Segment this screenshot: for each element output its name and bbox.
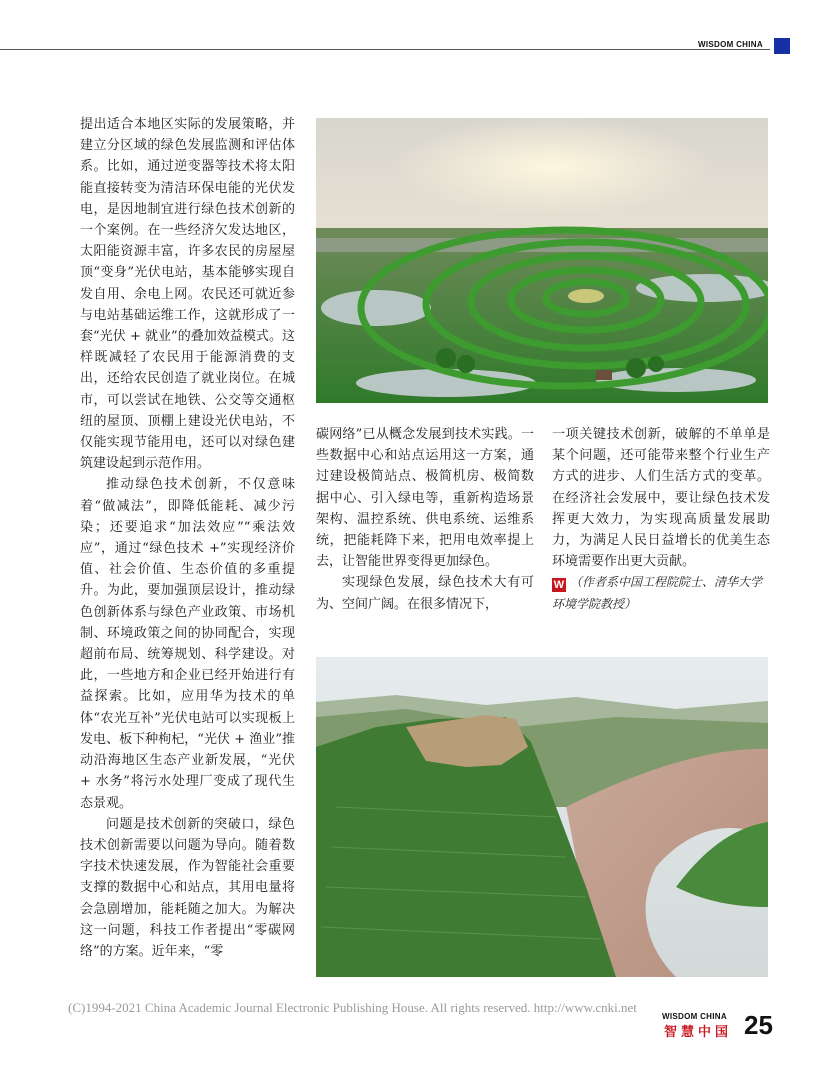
copyright-watermark: (C)1994-2021 China Academic Journal Electronic Publishing House. All rights reserved. http://www.cnki.net (68, 1000, 637, 1015)
header-rule (0, 49, 770, 50)
author-note (552, 572, 770, 614)
wetland-aerial-photo (316, 118, 768, 403)
column-left (80, 114, 295, 962)
header-blue-square (774, 38, 790, 54)
footer-brand-chinese: 智慧中国 (664, 1025, 733, 1040)
header-brand: WISDOM CHINA (698, 40, 763, 49)
paragraph: 提出适合本地区实际的发展策略，并建立分区域的绿色发展监测和评估体系。比如，通过逆变器等技术将太阳能直接转变为清洁环保电能的光伏发电，是因地制宜进行绿色技术创新的一个案例。在一些经济欠发达地区，太阳能资源丰富，许多农民的房屋屋顶“变身”光伏电站，基本能够实现自发自用、余电上网。农民还可就近参与电站基础运维工作，这就形成了一套“光伏 + 就业”的叠加效益模式。这样既减轻了农民用于能源消费的支出，还给农民创造了就业岗位。在城市，可以尝试在地铁、公交等交通枢纽的屋顶、顶棚上建设光伏电站，不仅能实现节能用电，还可以对绿色建筑建设起到示范作用。 (80, 117, 295, 472)
footer-brand: WISDOM CHINA (662, 1012, 727, 1021)
paragraph: 推动绿色技术创新，不仅意味着“做减法”，即降低能耗、减少污染；还要追求“加法效应”“乘法效应”，通过“绿色技术 +”实现经济价值、社会价值、生态价值的多重提升。为此，要加强顶层设计，推动绿色创新体系与绿色产业政策、市场机制、环境政策之间的协同配合，实现超前布局、统筹规划、科学建设。对此，一些地方和企业已经开始进行有益探索。比如，应用华为技术的单体“农光互补”光伏电站可以实现板上发电、板下种枸杞，“光伏 + 渔业”推动沿海地区生态产业新发展，“光伏 + 水务”将污水处理厂变成了现代生态景观。 (80, 477, 295, 811)
river-valley-photo (316, 657, 768, 977)
paragraph: 碳网络”已从概念发展到技术实践。一些数据中心和站点运用这一方案，通过建设极简站点、极简机房、极简数据中心、引入绿电等，重新构造场景架构、温控系统、供电系统、运维系统，把能耗降下来，把用电效率提上去，让智能世界变得更加绿色。 (316, 427, 534, 570)
page-number: 25 (744, 1010, 773, 1040)
author-note-text: （作者系中国工程院院士、清华大学环境学院教授） (552, 575, 763, 611)
paragraph: 一项关键技术创新，破解的不单单是某个问题，还可能带来整个行业生产方式的进步、人们生活方式的变革。在经济社会发展中，要让绿色技术发挥更大效力，为实现高质量发展助力，为满足人民日益增长的优美生态环境需要作出更大贡献。 (552, 427, 770, 570)
wisdom-logo-badge: W (553, 579, 565, 592)
paragraph: 实现绿色发展，绿色技术大有可为、空间广阔。在很多情况下， (316, 575, 534, 612)
column-right (552, 424, 770, 615)
column-middle (316, 424, 534, 615)
paragraph: 问题是技术创新的突破口，绿色技术创新需要以问题为导向。随着数字技术快速发展，作为智能社会重要支撑的数据中心和站点，其用电量将会急剧增加，能耗随之加大。为解决这一问题，科技工作者提出“零碳网络”的方案。近年来，“零 (80, 816, 295, 959)
